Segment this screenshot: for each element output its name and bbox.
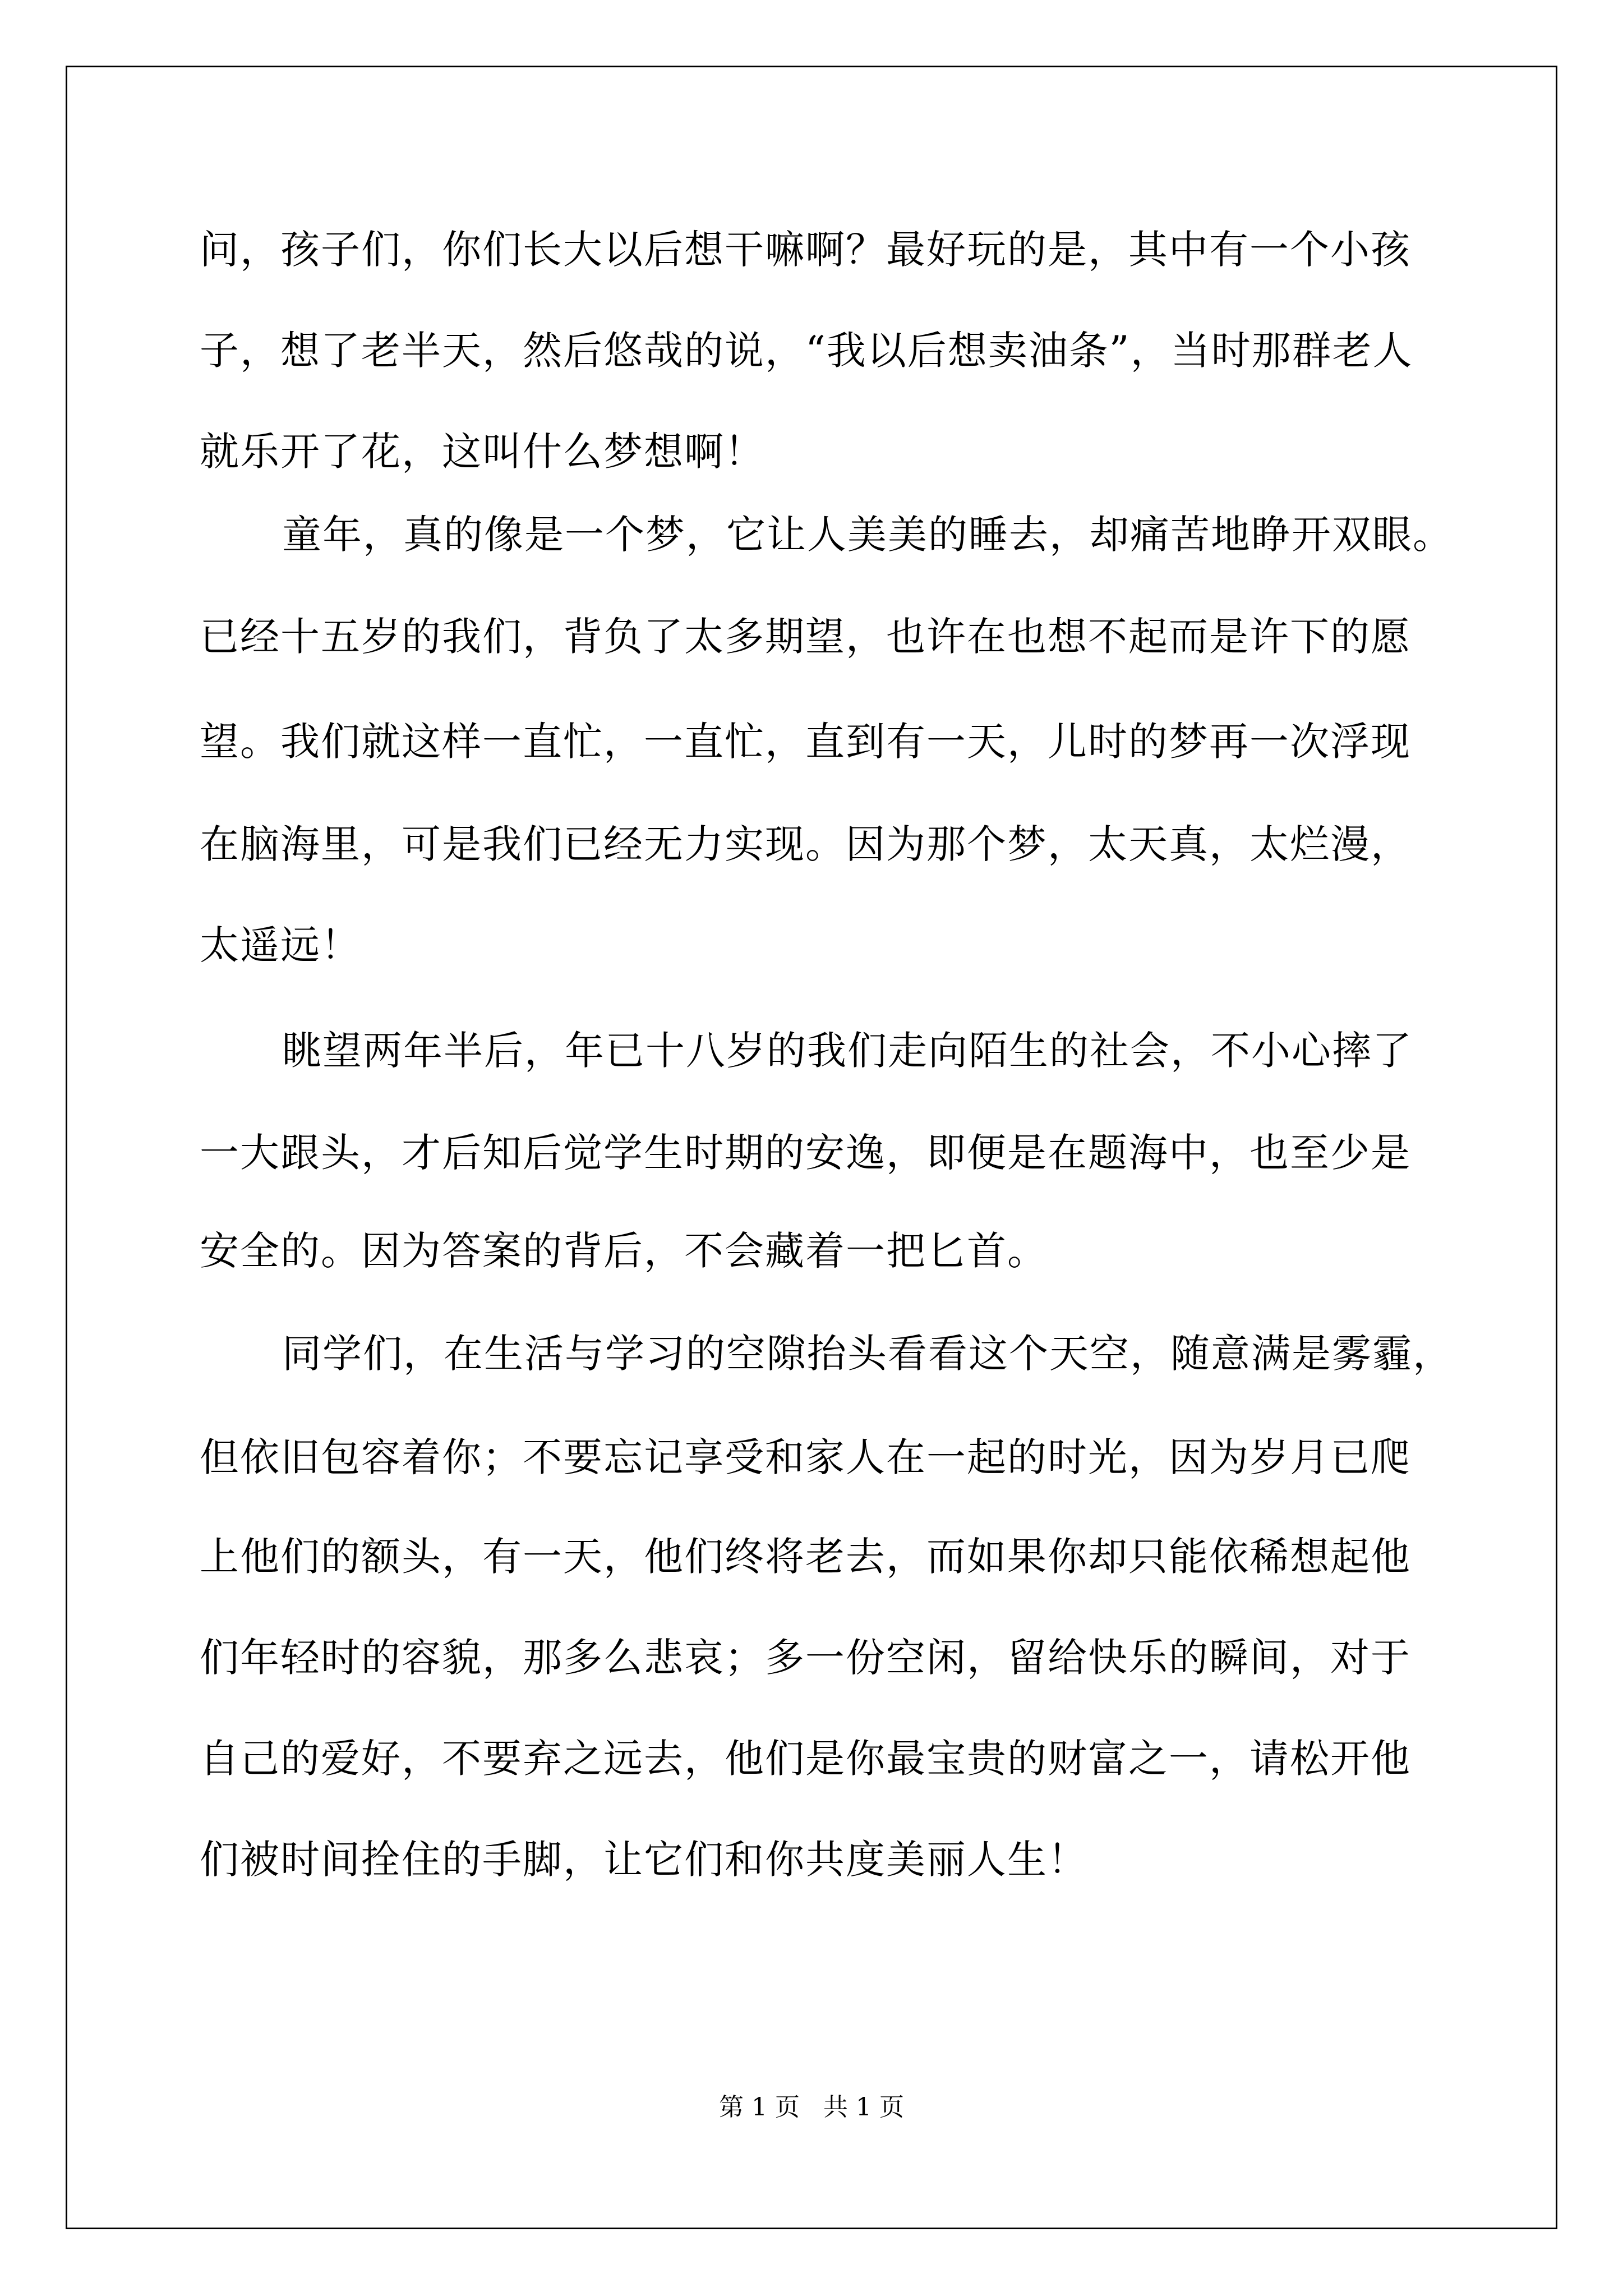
text-line: 一大跟头，才后知后觉学生时期的安逸，即便是在题海中，也至少是 [200,1130,1411,1176]
page-footer: 第 1 页 共 1 页 [719,2093,904,2122]
text-line: 已经十五岁的我们，背负了太多期望，也许在也想不起而是许下的愿 [200,614,1411,660]
text-line: 安全的。因为答案的背后，不会藏着一把匕首。 [200,1228,1048,1274]
text-line: 但依旧包容着你；不要忘记享受和家人在一起的时光，因为岁月已爬 [200,1434,1411,1480]
text-line: 们被时间拴住的手脚，让它们和你共度美丽人生！ [200,1837,1088,1883]
text-line: 在脑海里，可是我们已经无力实现。因为那个梦，太天真，太烂漫， [200,821,1411,867]
text-line: 就乐开了花，这叫什么梦想啊！ [200,429,765,475]
text-line: 问，孩子们，你们长大以后想干嘛啊？最好玩的是，其中有一个小孩 [200,227,1411,273]
paragraph-first-line: 眺望两年半后，年已十八岁的我们走向陌生的社会，不小心摔了 [282,1028,1413,1074]
paragraph-first-line: 同学们，在生活与学习的空隙抬头看看这个天空，随意满是雾霾， [282,1331,1453,1377]
text-line: 们年轻时的容貌，那多么悲哀；多一份空闲，留给快乐的瞬间，对于 [200,1635,1411,1681]
text-line: 上他们的额头，有一天，他们终将老去，而如果你却只能依稀想起他 [200,1534,1411,1580]
paragraph-first-line: 童年，真的像是一个梦，它让人美美的睡去，却痛苦地睁开双眼。 [282,512,1453,558]
text-line: 太遥远！ [200,922,361,968]
text-line: 望。我们就这样一直忙，一直忙，直到有一天，儿时的梦再一次浮现 [200,719,1411,765]
text-line: 自己的爱好，不要弃之远去，他们是你最宝贵的财富之一，请松开他 [200,1736,1411,1782]
text-line: 子，想了老半天，然后悠哉的说，“我以后想卖油条”，当时那群老人 [200,328,1413,374]
